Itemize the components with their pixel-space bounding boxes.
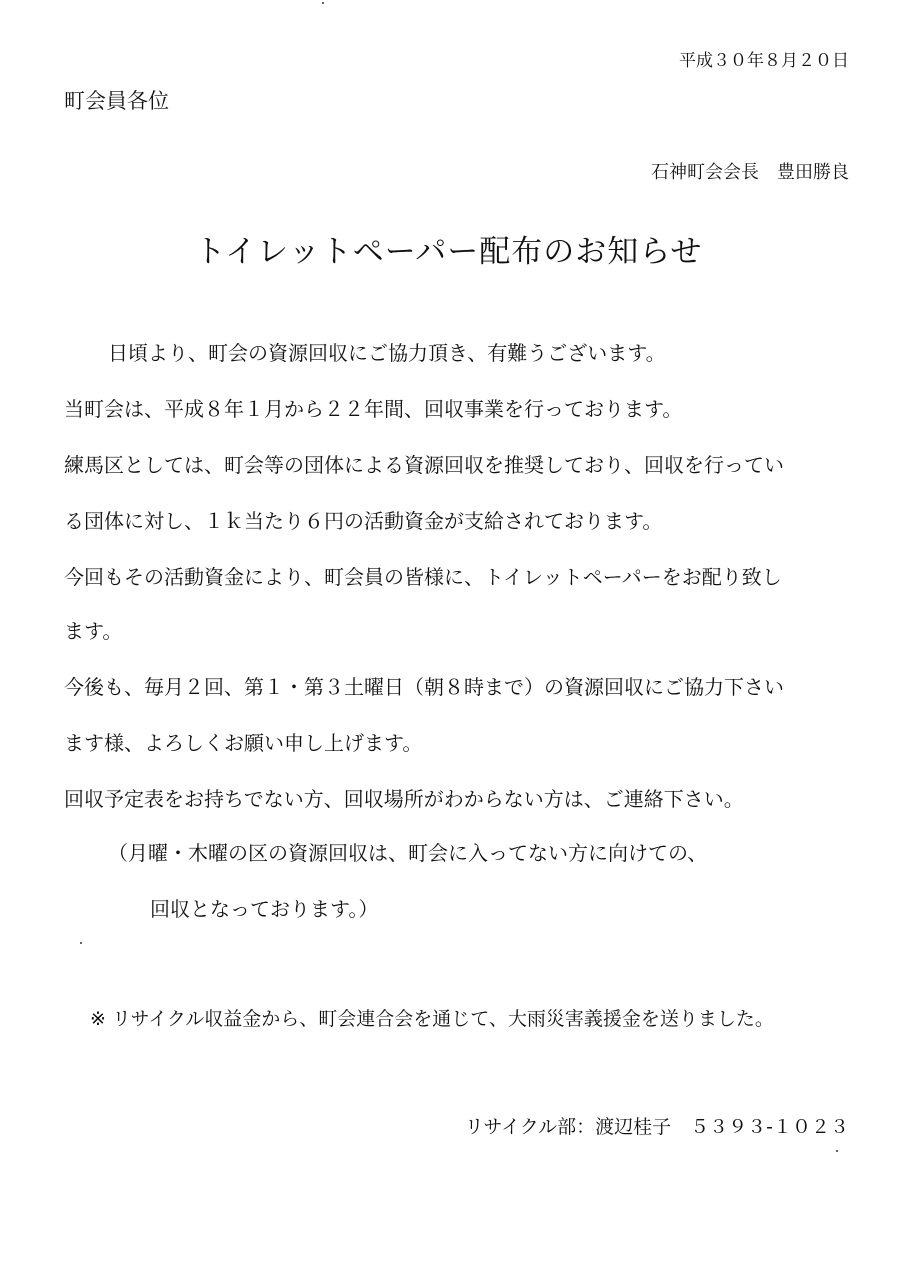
scan-speck [836, 1150, 838, 1152]
body-line: 練馬区としては、町会等の団体による資源回収を推奨しており、回収を行ってい [64, 453, 784, 477]
body-line: る団体に対し、１ｋ当たり６円の活動資金が支給されております。 [64, 509, 663, 533]
contact-line: リサイクル部：渡辺桂子 ５３９３-１０２３ [464, 1116, 849, 1138]
body-line: 当町会は、平成８年１月から２２年間、回収事業を行っております。 [64, 397, 683, 421]
body-line: 今後も、毎月２回、第１・第３土曜日（朝８時まで）の資源回収にご協力下さい [64, 675, 784, 699]
note-line: （月曜・木曜の区の資源回収は、町会に入ってない方に向けての、 [108, 841, 708, 865]
document-title: トイレットペーパー配布のお知らせ [194, 234, 703, 270]
body-line: 今回もその活動資金により、町会員の皆様に、トイレットペーパーをお配り致し [64, 565, 782, 589]
sender: 石神町会会長 豊田勝良 [651, 162, 849, 183]
footnote: ※ リサイクル収益金から、町会連合会を通じて、大雨災害義援金を送りました。 [90, 1008, 774, 1030]
body-line: 日頃より、町会の資源回収にご協力頂き、有難うございます。 [108, 341, 666, 365]
note-line: 回収となっております。） [150, 897, 379, 921]
scan-speck [322, 2, 324, 4]
recipient: 町会員各位 [64, 89, 169, 113]
issue-date: 平成３０年８月２０日 [679, 51, 849, 71]
scan-speck [80, 942, 82, 944]
body-line: 回収予定表をお持ちでない方、回収場所がわからない方は、ご連絡下さい。 [64, 787, 744, 811]
body-line: ます。 [64, 619, 123, 643]
body-line: ます様、よろしくお願い申し上げます。 [64, 731, 423, 755]
